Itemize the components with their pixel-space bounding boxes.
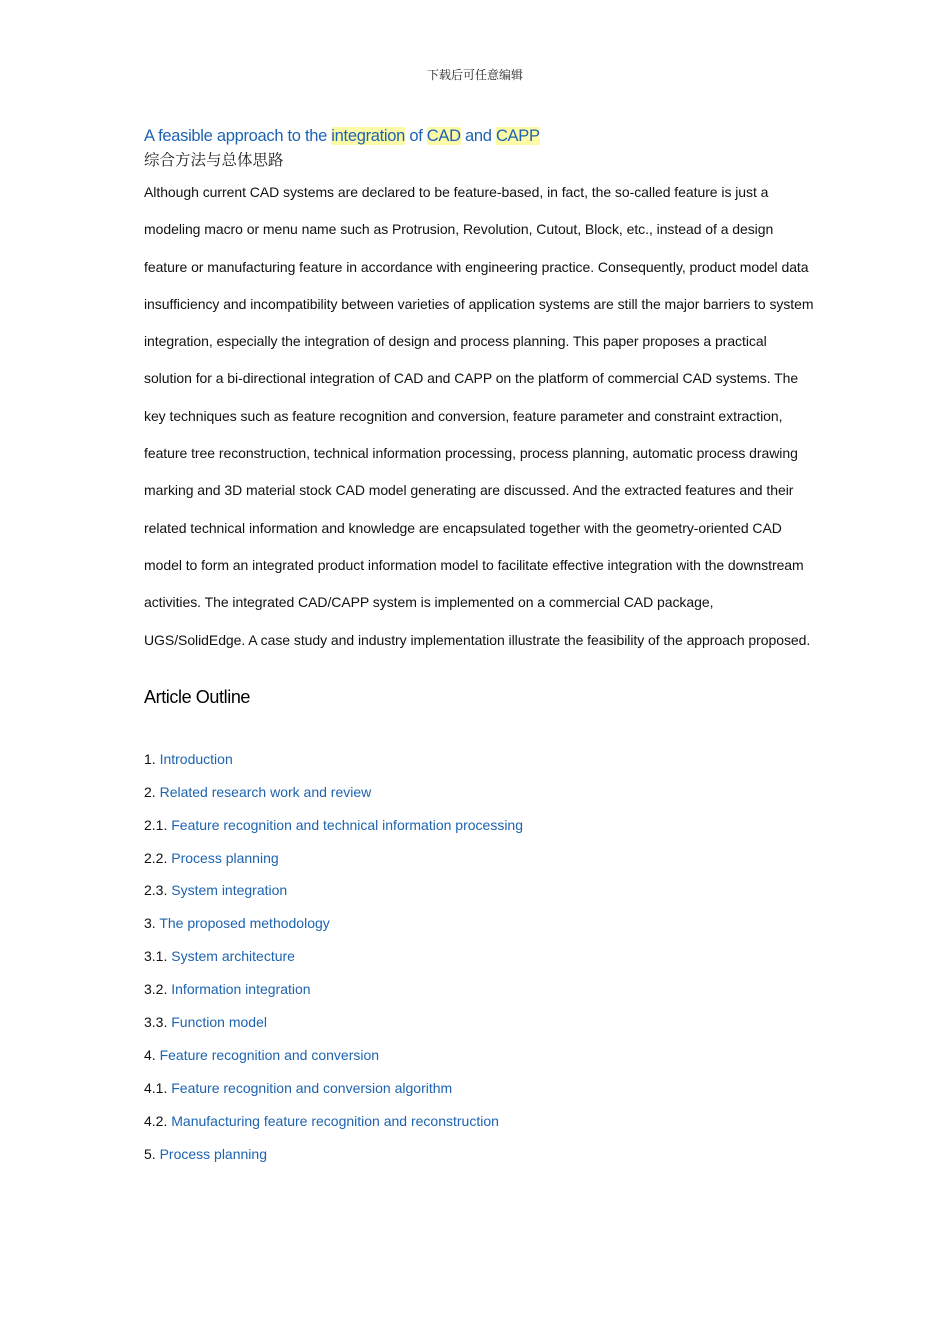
outline-item-number: 2.2.: [144, 849, 168, 866]
outline-item: [144, 1138, 814, 1171]
outline-item-link[interactable]: Process planning: [171, 849, 279, 866]
title-highlight-integration: integration: [331, 127, 406, 145]
document-body: [144, 124, 814, 1170]
outline-item: [144, 776, 814, 809]
outline-item: [144, 1072, 814, 1105]
outline-item-link[interactable]: Information integration: [171, 981, 311, 998]
outline-item-link[interactable]: Feature recognition and technical information processing: [171, 816, 524, 833]
outline-item-link[interactable]: System integration: [171, 882, 288, 899]
outline-item-number: 2.: [144, 783, 156, 800]
outline-item-link[interactable]: Related research work and review: [159, 783, 372, 800]
abstract-paragraph: Although current CAD systems are declared to be feature-based, in fact, the so-called feature is just a modeling macro or menu name such as Protrusion, Revolution, Cutout, Block, etc., instead of a design feature or manufacturing feature in accordance with engineering practice. Consequently, product model data insufficiency and incompatibility between varieties of application systems are still the major barriers to system integration, especially the integration of design and process planning. This paper proposes a practical solution for a bi-directional integration of CAD and CAPP on the platform of commercial CAD systems. The key techniques such as feature recognition and conversion, feature parameter and constraint extraction, feature tree reconstruction, technical information processing, process planning, automatic process drawing marking and 3D material stock CAD model generating are discussed. And the extracted features and their related technical information and knowledge are encapsulated together with the geometry-oriented CAD model to form an integrated product information model to facilitate effective integration with the downstream activities. The integrated CAD/CAPP system is implemented on a commercial CAD package, UGS/SolidEdge. A case study and industry implementation illustrate the feasibility of the approach proposed.: [144, 184, 814, 648]
outline-item-number: 4.: [144, 1046, 156, 1063]
title-highlight-capp: CAPP: [495, 127, 540, 145]
outline-item-link[interactable]: Manufacturing feature recognition and reconstruction: [171, 1112, 499, 1129]
outline-item-number: 3.1.: [144, 948, 168, 965]
header-note: 下载后可任意编辑: [426, 68, 523, 82]
article-outline-list: [144, 743, 814, 1171]
outline-item-number: 3.3.: [144, 1013, 168, 1030]
title-segment: of: [405, 127, 427, 145]
outline-item-link[interactable]: Function model: [171, 1013, 267, 1030]
outline-item: [144, 1006, 814, 1039]
outline-item: [144, 1105, 814, 1138]
outline-item-number: 5.: [144, 1145, 156, 1162]
outline-item: [144, 973, 814, 1006]
outline-item: [144, 907, 814, 940]
outline-item-link[interactable]: System architecture: [171, 948, 295, 965]
title-highlight-cad: CAD: [426, 127, 461, 145]
outline-item-number: 2.3.: [144, 882, 168, 899]
outline-item-number: 4.1.: [144, 1079, 168, 1096]
title-segment: A feasible approach to the: [144, 127, 332, 145]
outline-item: [144, 1039, 814, 1072]
article-outline-heading: Article Outline: [144, 686, 251, 707]
outline-item-number: 2.1.: [144, 816, 168, 833]
outline-item-number: 3.: [144, 915, 156, 932]
outline-item: [144, 809, 814, 842]
outline-item-link[interactable]: Introduction: [159, 750, 233, 767]
chinese-subtitle: 综合方法与总体思路: [144, 151, 284, 169]
article-title: [144, 124, 814, 148]
outline-item: [144, 842, 814, 875]
outline-item-link[interactable]: Feature recognition and conversion algorithm: [171, 1079, 453, 1096]
title-segment: and: [460, 127, 496, 145]
outline-item: [144, 940, 814, 973]
outline-item: [144, 743, 814, 776]
outline-item-link[interactable]: Feature recognition and conversion: [159, 1046, 380, 1063]
outline-item-number: 1.: [144, 750, 156, 767]
outline-item-number: 3.2.: [144, 981, 168, 998]
outline-item-link[interactable]: The proposed methodology: [159, 915, 330, 932]
outline-item-link[interactable]: Process planning: [159, 1145, 267, 1162]
outline-item: [144, 874, 814, 907]
outline-item-number: 4.2.: [144, 1112, 168, 1129]
